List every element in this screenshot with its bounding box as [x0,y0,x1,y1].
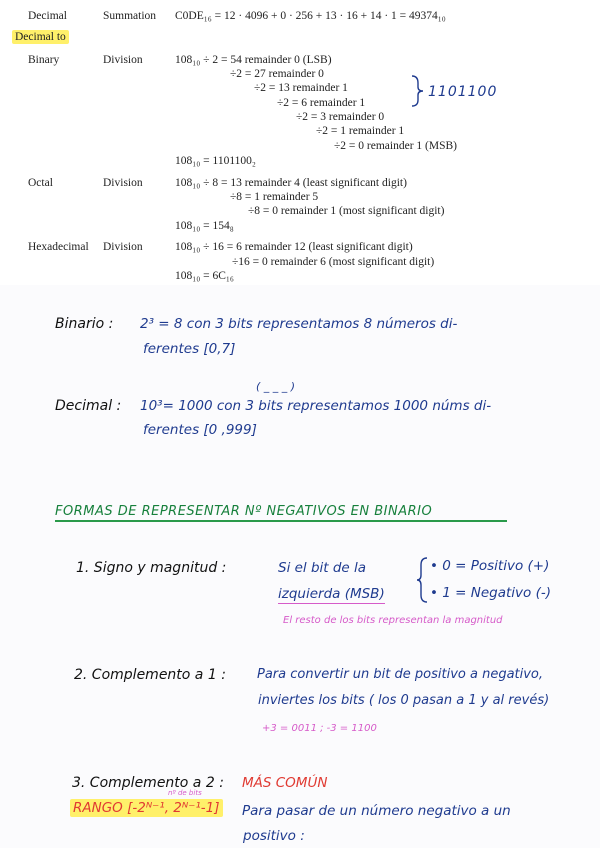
curly-brace-icon [415,556,431,604]
item1-label: 1. Signo y magnitud : [76,560,227,576]
row-label-octal: Octal [28,177,53,189]
item2-line-2: inviertes los bits ( los 0 pasan a 1 y al revés) [258,693,550,708]
binario-line-1: 2³ = 8 con 3 bits representamos 8 números di- [140,316,458,332]
method-division-octal: Division [103,177,143,189]
binary-step: ÷2 = 0 remainder 1 (MSB) [334,140,457,152]
method-division-hex: Division [103,241,143,253]
octal-step: 108₁₀ ÷ 8 = 13 remainder 4 (least significant digit) [175,177,407,189]
item3-range: RANGO [-2ᴺ⁻¹, 2ᴺ⁻¹-1] [70,799,223,817]
octal-step: ÷8 = 0 remainder 1 (most significant digit) [248,205,445,217]
item2-label: 2. Complemento a 1 : [74,667,226,683]
summation-formula: C0DE₁₆ = 12 · 4096 + 0 · 256 + 13 · 16 + 14 · 1 = 49374₁₀ [175,10,446,22]
decimal-overmark: ( _ _ _ ) [256,380,296,393]
row-label-decimal: Decimal [28,10,67,22]
item1-option-positive: • 0 = Positivo (+) [430,558,550,574]
binario-line-2: ferentes [0,7] [143,341,236,357]
binary-step: ÷2 = 6 remainder 1 [277,97,366,109]
binary-step: ÷2 = 13 remainder 1 [254,82,348,94]
item1-option-negative: • 1 = Negativo (-) [430,585,551,601]
binary-step: ÷2 = 1 remainder 1 [316,125,405,137]
binary-step: 108₁₀ ÷ 2 = 54 remainder 0 (LSB) [175,54,332,66]
item3-label: 3. Complemento a 2 : [72,775,224,791]
handwritten-binary-result: 1101100 [428,84,498,100]
decimal-line-1: 10³= 1000 con 3 bits representamos 1000 núms di- [140,398,492,414]
heading-underline [55,520,507,522]
row-label-binary: Binary [28,54,60,66]
range-annotation: nº de bits [168,789,202,797]
octal-step: ÷8 = 1 remainder 5 [230,191,319,203]
binary-step: ÷2 = 3 remainder 0 [296,111,385,123]
binary-step: ÷2 = 27 remainder 0 [230,68,324,80]
decimal-label: Decimal : [55,398,122,414]
hex-step: ÷16 = 0 remainder 6 (most significant digit) [232,256,435,268]
method-summation: Summation [103,10,157,22]
binary-result: 108₁₀ = 1101100₂ [175,155,256,167]
textbook-table [0,0,600,285]
item3-line-2: positivo : [243,828,305,844]
item3-line-1: Para pasar de un número negativo a un [242,803,511,819]
row-label-hex: Hexadecimal [28,241,89,253]
binario-label: Binario : [55,316,114,332]
item2-line-1: Para convertir un bit de positivo a negativo, [257,667,544,682]
octal-result: 108₁₀ = 154₈ [175,220,234,232]
section-decimal-to: Decimal to [12,30,69,44]
item1-line-2: izquierda (MSB) [278,586,385,602]
decimal-line-2: ferentes [0 ,999] [143,422,257,438]
hex-result: 108₁₀ = 6C₁₆ [175,270,234,282]
item2-example: +3 = 0011 ; -3 = 1100 [262,723,377,734]
item1-line-1: Si el bit de la [278,560,367,576]
method-division-binary: Division [103,54,143,66]
hex-step: 108₁₀ ÷ 16 = 6 remainder 12 (least significant digit) [175,241,413,253]
curly-brace-icon [408,74,428,108]
item1-note: El resto de los bits representan la magnitud [283,615,503,626]
section-heading: FORMAS DE REPRESENTAR Nº NEGATIVOS EN BINARIO [55,504,433,519]
item3-common: MÁS COMÚN [242,775,328,791]
